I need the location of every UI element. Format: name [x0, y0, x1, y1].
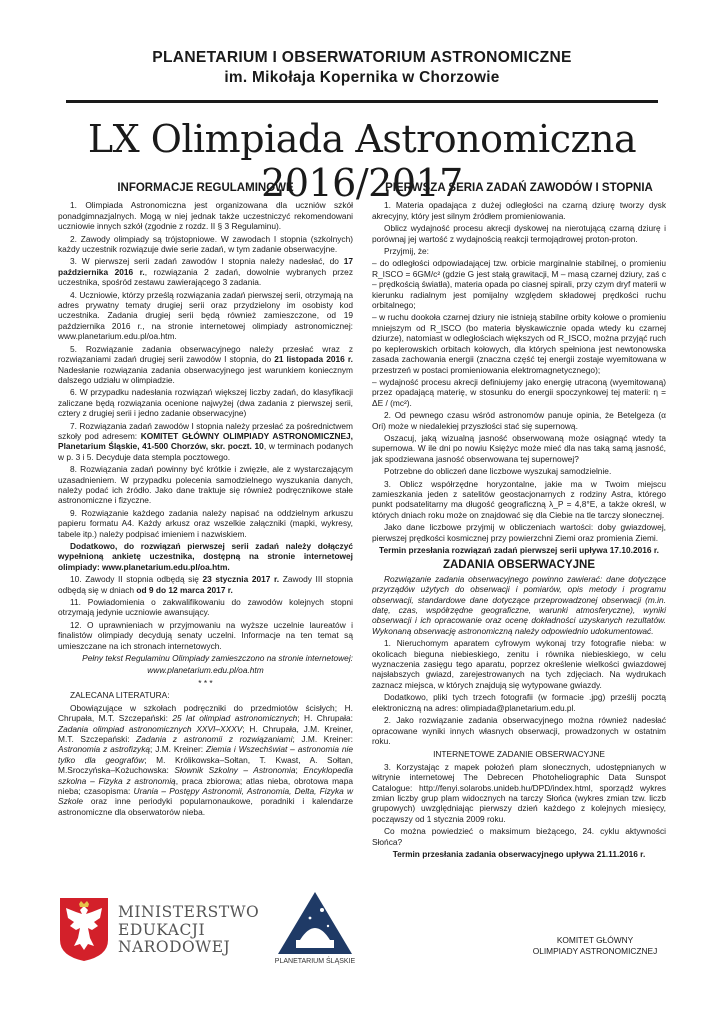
- task-2-note: Potrzebne do obliczeń dane liczbowe wyszukaj samodzielnie.: [384, 466, 612, 477]
- ministry-logo: [58, 896, 268, 964]
- observation-heading: ZADANIA OBSERWACYJNE: [442, 559, 596, 572]
- header-divider: [66, 100, 658, 103]
- regulations-url: www.planetarium.edu.pl/oa.htm: [147, 665, 264, 676]
- literature-heading: ZALECANA LITERATURA:: [70, 690, 170, 701]
- planetarium-name: PLANETARIUM ŚLĄSKIE: [274, 958, 356, 965]
- committee-signature: KOMITET GŁÓWNY OLIMPIADY ASTRONOMICZNEJ: [532, 935, 658, 956]
- observation-task-3-question: Co można powiedzieć o maksimum bieżącego, 24. cyklu aktywności Słońca?: [372, 826, 666, 847]
- task-1-assumption-b: – w ruchu dookoła czarnej dziury nie istnieją stabilne orbity kołowe o promieniu mniejszym od R_ISCO (bo materia błyskawicznie opada wtedy ku czarnej dziurze), natomiast w odległościach większych od R_ISCO, można przyjąć ruch po keplerowskich orbitach kołowych, dla których spełniona jest newtonowska zasada zachowania energii (znaczna część tej energii zostaje wyemitowana w przestrzeń w postaci promieniowania elektromagnetycznego);: [372, 312, 667, 375]
- internet-task-heading: INTERNETOWE ZADANIE OBSERWACYJNE: [433, 749, 605, 760]
- left-column: [58, 183, 353, 819]
- rule-7: 7. Rozwiązania zadań zawodów I stopnia należy przesłać za pośrednictwem szkoły pod adresem: KOMITET GŁÓWNY OLIMPIADY ASTRONOMICZNEJ, Planetarium Śląskie, 41-500 Chorzów, skr. poczt. 10, w terminach podanych w p. 3 i 5. Decyduje data stempla pocztowego.: [58, 420, 353, 462]
- ministry-name: MINISTERSTWO EDUKACJI NARODOWEJ: [118, 903, 260, 956]
- institution-name: PLANETARIUM I OBSERWATORIUM ASTRONOMICZNE: [152, 49, 572, 66]
- rule-9-addendum: Dodatkowo, do rozwiązań pierwszej serii zadań należy dołączyć wypełnioną ankietę uczestnika, dostępną na stronie internetowej olimpiady: www.planetarium.edu.pl/oa.htm.: [58, 541, 353, 572]
- institution-patron: im. Mikołaja Kopernika w Chorzowie: [224, 69, 500, 86]
- rules-heading: INFORMACJE REGULAMINOWE: [117, 182, 294, 194]
- rule-8: 8. Rozwiązania zadań powinny być krótkie i zwięzłe, ale z wystarczającym uzasadnieniem. W przypadku polecenia samodzielnego wyszukania danych, należy podać ich źródło. Jako dane traktuje się również podręcznikowe stałe astronomiczne i fizyczne.: [58, 464, 353, 506]
- right-column: [372, 183, 666, 861]
- task-1-question: Oblicz wydajność procesu akrecji dyskowej na nierotującą czarną dziurę i porównaj jej wartość z wydajnością reakcji termojądrowej proton-proton.: [372, 223, 666, 244]
- rule-5: 5. Rozwiązanie zadania obserwacyjnego należy przesłać wraz z rozwiązaniami zadań drugiej serii zawodów I stopnia, do 21 listopada 2016 r. Nadesłanie rozwiązania zadania obserwacyjnego jest warunkiem koniecznym dalszego udziału w olimpiadzie.: [58, 343, 353, 385]
- task-1: 1. Materia opadająca z dużej odległości na czarną dziurę tworzy dysk akrecyjny, który jest silnym źródłem promieniowania.: [372, 200, 666, 221]
- rule-4: 4. Uczniowie, którzy prześlą rozwiązania zadań pierwszej serii, otrzymają na adres prywatny tematy drugiej serii oraz przydzielony im osobisty kod uczestnika. Zadania drugiej serii będą również zamieszczone, od 19 października 2016 r., na stronie internetowej olimpiady astronomicznej: www.planetarium.edu.pl/oa.htm.: [58, 289, 353, 342]
- page-title: LX Olimpiada Astronomiczna 2016/2017: [87, 117, 637, 205]
- rule-2: 2. Zawody olimpiady są trójstopniowe. W zawodach I stopnia (szkolnych) każdy uczestnik rozwiązuje dwie serie zadań, w tym zadanie obserwacyjne.: [58, 233, 353, 255]
- planetarium-dome-icon: [270, 888, 360, 956]
- first-series-heading: PIERWSZA SERIA ZADAŃ ZAWODÓW I STOPNIA: [385, 182, 653, 194]
- rule-11: 11. Powiadomienia o zakwalifikowaniu do zawodów kolejnych stopni otrzymają jedynie uczniowie awansujący.: [58, 597, 353, 618]
- task-1-assumption-a: – do odległości odpowiadającej tzw. orbicie marginalnie stabilnej, o promieniu R_ISCO = 6GM/c² (gdzie G jest stałą grawitacji, M – masą czarnej dziury, zaś c – prędkością światła), materia opada po ciasnej spirali, przy czym dryf materii w kierunku radialnym jest pomijalny względem składowej prędkości ruchu orbitalnego;: [372, 258, 666, 311]
- rule-1: 1. Olimpiada Astronomiczna jest organizowana dla uczniów szkół ponadgimnazjalnych. Mogą w niej jednak także uczestniczyć rekomendowani uczniowie innych szkół (zgodnie z rozdz. II § 3 Regulaminu).: [58, 200, 353, 232]
- observation-task-1-extra: Dodatkowo, pliki tych trzech fotografii (w formacie .jpg) prześlij pocztą elektroniczną na adres: olimpiada@planetarium.edu.pl.: [372, 692, 666, 713]
- observation-task-3: 3. Korzystając z mapek położeń plam słonecznych, udostępnianych w witrynie internetowej The Debrecen Photoheliographic Data Sunspot Catalogue: http://fenyi.solarobs.unideb.hu/DPD/index.html, sporządź wykres zmian liczby grup plam widocznych na tarczy Słońca (wykres zmian tzw. liczb grupowych) uwzględniając pierwszy dzień każdego z kolejnych miesięcy, począwszy od 1 stycznia 2009 roku.: [372, 761, 666, 824]
- first-series-deadline: Termin przesłania rozwiązań zadań pierwszej serii upływa 17.10.2016 r.: [379, 545, 659, 555]
- regulations-note: Pełny tekst Regulaminu Olimpiady zamieszczono na stronie internetowej:: [82, 653, 353, 664]
- observation-deadline: Termin przesłania zadania obserwacyjnego upływa 21.11.2016 r.: [392, 848, 646, 859]
- rule-3: 3. W pierwszej serii zadań zawodów I stopnia należy nadesłać, do 17 października 2016 r., rozwiązania 2 zadań, dowolnie wybranych przez uczestnika, spośród zestawu zawierającego 3 zadania.: [58, 256, 353, 288]
- literature-list: Obowiązujące w szkołach podręczniki do przedmiotów ścisłych; H. Chrupała, M.T. Szczepański: 25 lat olimpiad astronomicznych; H. Chrupała: Zadania olimpiad astronomicznych XXVI–XXXV; H. Chrupała, J.M. Kreiner, M.T. Szczepański: Zadania z astronomii z rozwiązaniami; J.M. Kreiner: Astronomia z astrofizyką; J.M. Kreiner: Ziemia i Wszechświat – astronomia nie tylko dla geografów; M. Królikowska–Sołtan, T. Kwast, A. Sołtan, M.Sroczyńska–Kożuchowska: Słownik Szkolny – Astronomia; Encyklopedia szkolna – Fizyka z astronomią, praca zbiorowa; atlas nieba, obrotowa mapa nieba; czasopisma: Urania – Postępy Astronomii, Astronomia, Delta, Fizyka w Szkole oraz inne periodyki popularnonaukowe, poradniki i kalendarze astronomiczne dla obserwatorów nieba.: [58, 702, 353, 817]
- task-1-assumption-c: – wydajność procesu akrecji definiujemy jako energię utraconą (wyemitowaną) przez opadającą materię, w stosunku do energii spoczynkowej tej materii: η = ΔE / (mc²).: [372, 376, 666, 408]
- rule-6: 6. W przypadku nadesłania rozwiązań większej liczby zadań, do klasyfikacji zaliczane będą rozwiązania ocenione najwyżej (dwa zadania z pierwszej serii, cztery z drugiej serii i jedno zadanie obserwacyjne): [58, 387, 353, 419]
- rule-10: 10. Zawody II stopnia odbędą się 23 stycznia 2017 r. Zawody III stopnia odbędą się w dniach od 9 do 12 marca 2017 r.: [58, 574, 353, 595]
- observation-task-1: 1. Nieruchomym aparatem cyfrowym wykonaj trzy fotografie nieba: w okolicach bieguna niebieskiego, zenitu i równika niebieskiego, w celu wyznaczenia zasięgu tego aparatu, poprzez określenie wielkości gwiazdowej najsłabszych gwiazd, zarejestrowanych na tych zdjęciach. Na wydrukach zaznacz miejsca, w których znajdują się wytypowane gwiazdy.: [372, 638, 666, 690]
- task-2: 2. Od pewnego czasu wśród astronomów panuje opinia, że Betelgeza (α Ori) może w niedalekiej przyszłości stać się supernową.: [372, 410, 666, 431]
- task-3: 3. Oblicz współrzędne horyzontalne, jakie ma w Twoim miejscu zamieszkania jeden z satelitów geostacjonarnych z rodziny Astra, którego punkt podsatelitarny ma długość geograficzną λ_P = 4,8°E, a także określ, w których dniach roku może on znajdować się dla Ciebie na tle tarczy słonecznej.: [372, 478, 666, 520]
- observation-task-2: 2. Jako rozwiązanie zadania obserwacyjnego można również nadesłać opracowane wyniki innych własnych obserwacji, prowadzonych w ostatnim roku.: [372, 715, 666, 746]
- task-3-data: Jako dane liczbowe przyjmij w obliczeniach wartości: doby gwiazdowej, pierwszej prędkości kosmicznej przy powierzchni Ziemi oraz promienia Ziemi.: [372, 522, 666, 543]
- rule-12: 12. O uprawnieniach w przyjmowaniu na wyższe uczelnie laureatów i finalistów olimpiady decydują senaty uczelni. Informacje na ten temat są umieszczane na ich stronach internetowych.: [58, 619, 353, 651]
- observation-intro: Rozwiązanie zadania obserwacyjnego powinno zawierać: dane dotyczące przyrządów użytych do obserwacji i pomiarów, opis metody i programu obserwacji, standardowe dane dotyczące przeprowadzonej obserwacji (m.in. datę, czas, współrzędne geograficzne, warunki atmosferyczne), wyniki obserwacji i ich opracowanie oraz ocenę dokładności uzyskanych rezultatów. Wykonaną obserwację astronomiczną należy odpowiednio udokumentować.: [372, 573, 666, 636]
- polish-eagle-icon: [58, 896, 110, 962]
- planetarium-logo: [270, 888, 360, 988]
- task-1-assume: Przyjmij, że:: [384, 246, 429, 257]
- rule-9: 9. Rozwiązanie każdego zadania należy napisać na oddzielnym arkuszu papieru formatu A4. Każdy arkusz oraz wszelkie załączniki (mapki, wykresy, tabele itp.) należy podpisać imieniem i nazwiskiem.: [58, 507, 353, 539]
- task-2-question: Oszacuj, jaką wizualną jasność obserwowaną może osiągnąć wtedy ta supernowa. W ile dni po nowiu Księżyc może mieć dla nas taką samą jasność, jak spodziewana jasność obserwowana tej supernowej?: [372, 432, 666, 464]
- section-stars: * * *: [198, 677, 213, 688]
